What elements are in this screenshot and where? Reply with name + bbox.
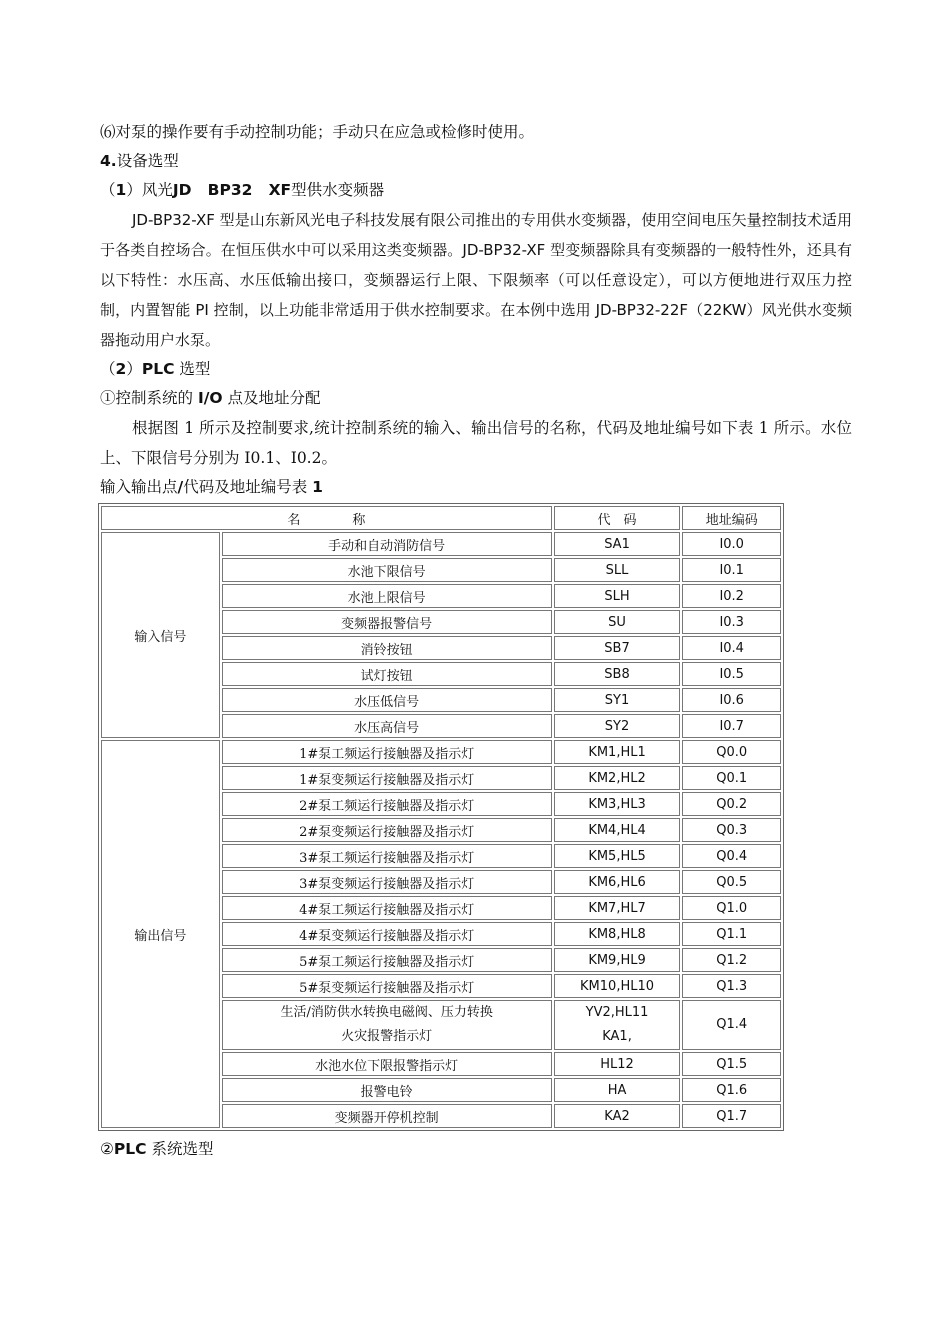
subsection-2-heading	[100, 355, 852, 384]
signal-name-line: 火灾报警指示灯	[341, 1029, 433, 1044]
io-address-table	[98, 503, 784, 1131]
subsection-1-heading	[100, 176, 852, 205]
subsection-2-plc: PLC	[141, 360, 175, 378]
signal-name: 4#泵变频运行接触器及指示灯	[222, 922, 552, 946]
plc-selection-pre: ②	[100, 1140, 114, 1158]
signal-address: Q1.4	[682, 1000, 781, 1050]
signal-code: KM4,HL4	[554, 818, 681, 842]
document-page	[100, 118, 852, 1164]
table-row	[101, 740, 781, 764]
io-heading-io: I/O	[197, 389, 223, 407]
signal-name: 1#泵工频运行接触器及指示灯	[222, 740, 552, 764]
io-heading-pre: ①控制系统的	[100, 389, 198, 407]
signal-name: 5#泵工频运行接触器及指示灯	[222, 948, 552, 972]
signal-address: I0.2	[682, 584, 781, 608]
output-group-label: 输出信号	[101, 740, 220, 1128]
signal-name-line: 生活/消防供水转换电磁阀、压力转换	[280, 1005, 493, 1020]
plc-selection-post: 系统选型	[146, 1140, 214, 1158]
signal-address: Q0.1	[682, 766, 781, 790]
plc-selection-heading	[100, 1135, 852, 1164]
signal-code: HA	[554, 1078, 681, 1102]
signal-code: KM8,HL8	[554, 922, 681, 946]
signal-name: 变频器开停机控制	[222, 1104, 552, 1128]
signal-name: 水池水位下限报警指示灯	[222, 1052, 552, 1076]
table-caption-pre: 输入输出点	[100, 478, 178, 496]
signal-code: KM5,HL5	[554, 844, 681, 868]
signal-code: SY2	[554, 714, 681, 738]
signal-name: 水池下限信号	[222, 558, 552, 582]
signal-code: KM10,HL10	[554, 974, 681, 998]
table-caption	[100, 473, 852, 502]
subsection-1-number: 1	[115, 181, 127, 199]
signal-name	[222, 1000, 552, 1050]
table-header-row	[101, 506, 781, 530]
signal-address: Q0.0	[682, 740, 781, 764]
signal-address: I0.1	[682, 558, 781, 582]
subsection-2-tail: 选型	[174, 360, 211, 378]
input-group-label: 输入信号	[101, 532, 220, 738]
signal-address: Q0.4	[682, 844, 781, 868]
signal-name: 5#泵变频运行接触器及指示灯	[222, 974, 552, 998]
signal-code	[554, 1000, 681, 1050]
signal-address: I0.6	[682, 688, 781, 712]
subsection-1-prefix: （	[100, 181, 116, 199]
signal-code: KA2	[554, 1104, 681, 1128]
io-basis-text: 根据图 1 所示及控制要求,统计控制系统的输入、输出信号的名称，代码及地址编号如下表 1 所示。水位上、下限信号分别为 I0.1、I0.2。	[100, 419, 852, 467]
io-table-body	[101, 506, 781, 1128]
signal-code: KM3,HL3	[554, 792, 681, 816]
section-4-title: 设备选型	[116, 152, 179, 170]
signal-address: Q1.5	[682, 1052, 781, 1076]
signal-code: SB7	[554, 636, 681, 660]
header-code: 代 码	[554, 506, 681, 530]
signal-address: I0.5	[682, 662, 781, 686]
signal-address: Q1.0	[682, 896, 781, 920]
table-caption-mid: 代码及地址编号表	[183, 478, 313, 496]
item-6-text: ⑹对泵的操作要有手动控制功能；手动只在应急或检修时使用。	[100, 123, 535, 141]
signal-code: SB8	[554, 662, 681, 686]
signal-code: HL12	[554, 1052, 681, 1076]
signal-code: KM6,HL6	[554, 870, 681, 894]
signal-address: I0.7	[682, 714, 781, 738]
signal-name: 水池上限信号	[222, 584, 552, 608]
signal-address: Q0.2	[682, 792, 781, 816]
table-row	[101, 532, 781, 556]
signal-address: Q0.5	[682, 870, 781, 894]
signal-code: KM7,HL7	[554, 896, 681, 920]
signal-code: SLH	[554, 584, 681, 608]
signal-address: I0.3	[682, 610, 781, 634]
signal-name: 3#泵工频运行接触器及指示灯	[222, 844, 552, 868]
signal-name: 2#泵工频运行接触器及指示灯	[222, 792, 552, 816]
signal-name: 消铃按钮	[222, 636, 552, 660]
signal-address: Q1.6	[682, 1078, 781, 1102]
signal-address: Q1.1	[682, 922, 781, 946]
signal-name: 试灯按钮	[222, 662, 552, 686]
signal-code: KM2,HL2	[554, 766, 681, 790]
signal-address: I0.4	[682, 636, 781, 660]
signal-address: Q0.3	[682, 818, 781, 842]
signal-name: 1#泵变频运行接触器及指示灯	[222, 766, 552, 790]
signal-name: 水压低信号	[222, 688, 552, 712]
signal-name: 变频器报警信号	[222, 610, 552, 634]
section-4-heading	[100, 147, 852, 176]
signal-name: 3#泵变频运行接触器及指示灯	[222, 870, 552, 894]
signal-code-line: KA1,	[602, 1029, 632, 1044]
signal-name: 2#泵变频运行接触器及指示灯	[222, 818, 552, 842]
signal-code: SU	[554, 610, 681, 634]
header-address: 地址编码	[682, 506, 781, 530]
header-name: 名 称	[101, 506, 552, 530]
subsection-1-model: JD BP32 XF	[172, 181, 292, 199]
io-heading	[100, 384, 852, 413]
signal-code: KM1,HL1	[554, 740, 681, 764]
signal-name: 4#泵工频运行接触器及指示灯	[222, 896, 552, 920]
signal-name: 报警电铃	[222, 1078, 552, 1102]
signal-address: I0.0	[682, 532, 781, 556]
signal-code: SLL	[554, 558, 681, 582]
signal-code-line: YV2,HL11	[585, 1005, 649, 1020]
subsection-1-tail: 型供水变频器	[291, 181, 385, 199]
signal-name: 手动和自动消防信号	[222, 532, 552, 556]
table-caption-number: 1	[312, 478, 323, 496]
subsection-2-number: 2	[115, 360, 127, 378]
signal-name: 水压高信号	[222, 714, 552, 738]
subsection-2-mid: ）	[126, 360, 142, 378]
section-4-number: 4.	[100, 152, 117, 170]
signal-address: Q1.3	[682, 974, 781, 998]
subsection-1-mid: ）风光	[126, 181, 173, 199]
signal-code: SY1	[554, 688, 681, 712]
io-heading-post: 点及地址分配	[222, 389, 321, 407]
signal-code: SA1	[554, 532, 681, 556]
plc-selection-plc: PLC	[113, 1140, 147, 1158]
signal-address: Q1.2	[682, 948, 781, 972]
signal-code: KM9,HL9	[554, 948, 681, 972]
table-caption-slash: /	[177, 478, 184, 496]
inverter-description: JD-BP32-XF 型是山东新风光电子科技发展有限公司推出的专用供水变频器，使用空间电压矢量控制技术适用于各类自控场合。在恒压供水中可以采用这类变频器。JD-BP32-XF 型变频器除具有变频器的一般特性外，还具有以下特性：水压高、水压低输出接口，变频器运行上限、下限频率（可以任意设定），可以方便地进行双压力控制，内置智能 PI 控制，以上功能非常适用于供水控制要求。在本例中选用 JD-BP32-22F（22KW）风光供水变频器拖动用户水泵。	[100, 211, 852, 349]
signal-address: Q1.7	[682, 1104, 781, 1128]
subsection-2-prefix: （	[100, 360, 116, 378]
